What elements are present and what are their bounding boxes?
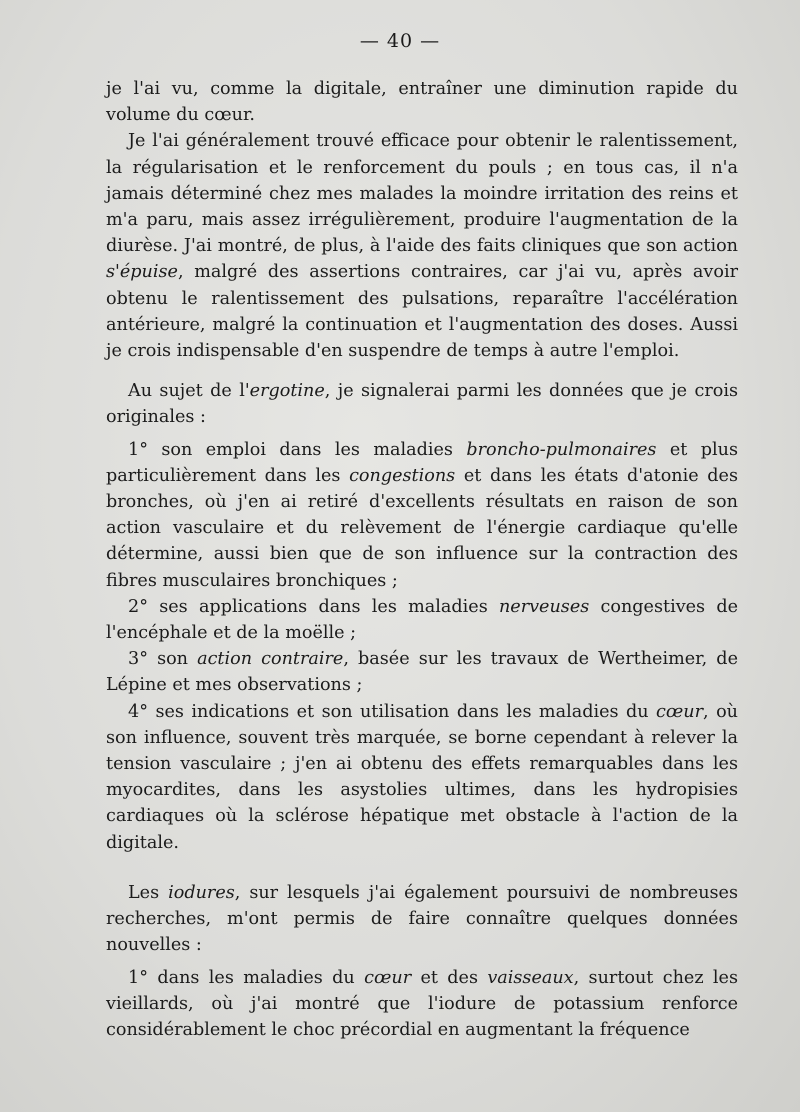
italic-term: s'épuise: [106, 262, 178, 283]
italic-term: vaisseaux: [487, 967, 574, 988]
italic-term: nerveuses: [498, 596, 590, 617]
list-item-1: 1° son emploi dans les maladies broncho-pulmonaires et plus particulièrement dans les congestions et dans les états d'atonie des bronches, où j'en ai retiré d'excellents résultats en raison de son action vasculaire et du relèvement de l'énergie cardiaque qu'elle détermine, aussi bien que de son influence sur la contraction des fibres musculaires bronchiques ;: [106, 439, 738, 591]
list-item-iodures-1: 1° dans les maladies du cœur et des vaisseaux, surtout chez les vieillards, où j'ai montré que l'iodure de potassium renforce considérablement le choc précordial en augmentant la fréquence: [106, 967, 738, 1040]
paragraph-continuation: je l'ai vu, comme la digitale, entraîner une diminution rapide du volume du cœur.: [106, 79, 738, 126]
italic-term: broncho-pulmonaires: [466, 439, 657, 460]
list-item-3: 3° son action contraire, basée sur les travaux de Wertheimer, de Lépine et mes observations ;: [106, 649, 738, 696]
document-body: [106, 76, 738, 1043]
italic-term: iodures: [168, 882, 235, 903]
italic-term: ergotine: [249, 381, 325, 402]
italic-term: congestions: [349, 465, 456, 486]
paragraph-iodures-intro: Les iodures, sur lesquels j'ai également poursuivi de nombreuses recherches, m'ont permis de faire connaître quelques données nouvelles :: [106, 882, 738, 956]
italic-term: cœur: [656, 701, 704, 722]
list-item-2: 2° ses applications dans les maladies nerveuses congestives de l'encéphale et de la moëlle ;: [106, 596, 738, 644]
paragraph-ergotine-intro: Au sujet de l'ergotine, je signalerai parmi les données que je crois originales :: [106, 381, 738, 428]
list-item-4: 4° ses indications et son utilisation dans les maladies du cœur, où son influence, souvent très marquée, se borne cependant à relever la tension vasculaire ; j'en ai obtenu des effets remarquables dans les myocardites, dans les asystolies ultimes, dans les hydropisies cardiaques où la sclérose hépatique met obstacle à l'action de la digitale.: [106, 701, 738, 853]
italic-term: cœur: [364, 967, 412, 988]
page-number-header: — 40 —: [359, 30, 441, 52]
italic-term: action contraire: [197, 649, 344, 670]
paragraph-digitalis-effects: Je l'ai généralement trouvé efficace pour obtenir le ralentissement, la régularisation et le renforcement du pouls ; en tous cas, il n'a jamais déterminé chez mes malades la moindre irritation des reins et m'a paru, mais assez irrégulièrement, produire l'augmentation de la diurèse. J'ai montré, de plus, à l'aide des faits cliniques que son action s'épuise, malgré des assertions contraires, car j'ai vu, après avoir obtenu le ralentissement des pulsations, reparaître l'accélération antérieure, malgré la continuation et l'augmentation des doses. Aussi je crois indispensable d'en suspendre de temps à autre l'emploi.: [106, 131, 738, 362]
